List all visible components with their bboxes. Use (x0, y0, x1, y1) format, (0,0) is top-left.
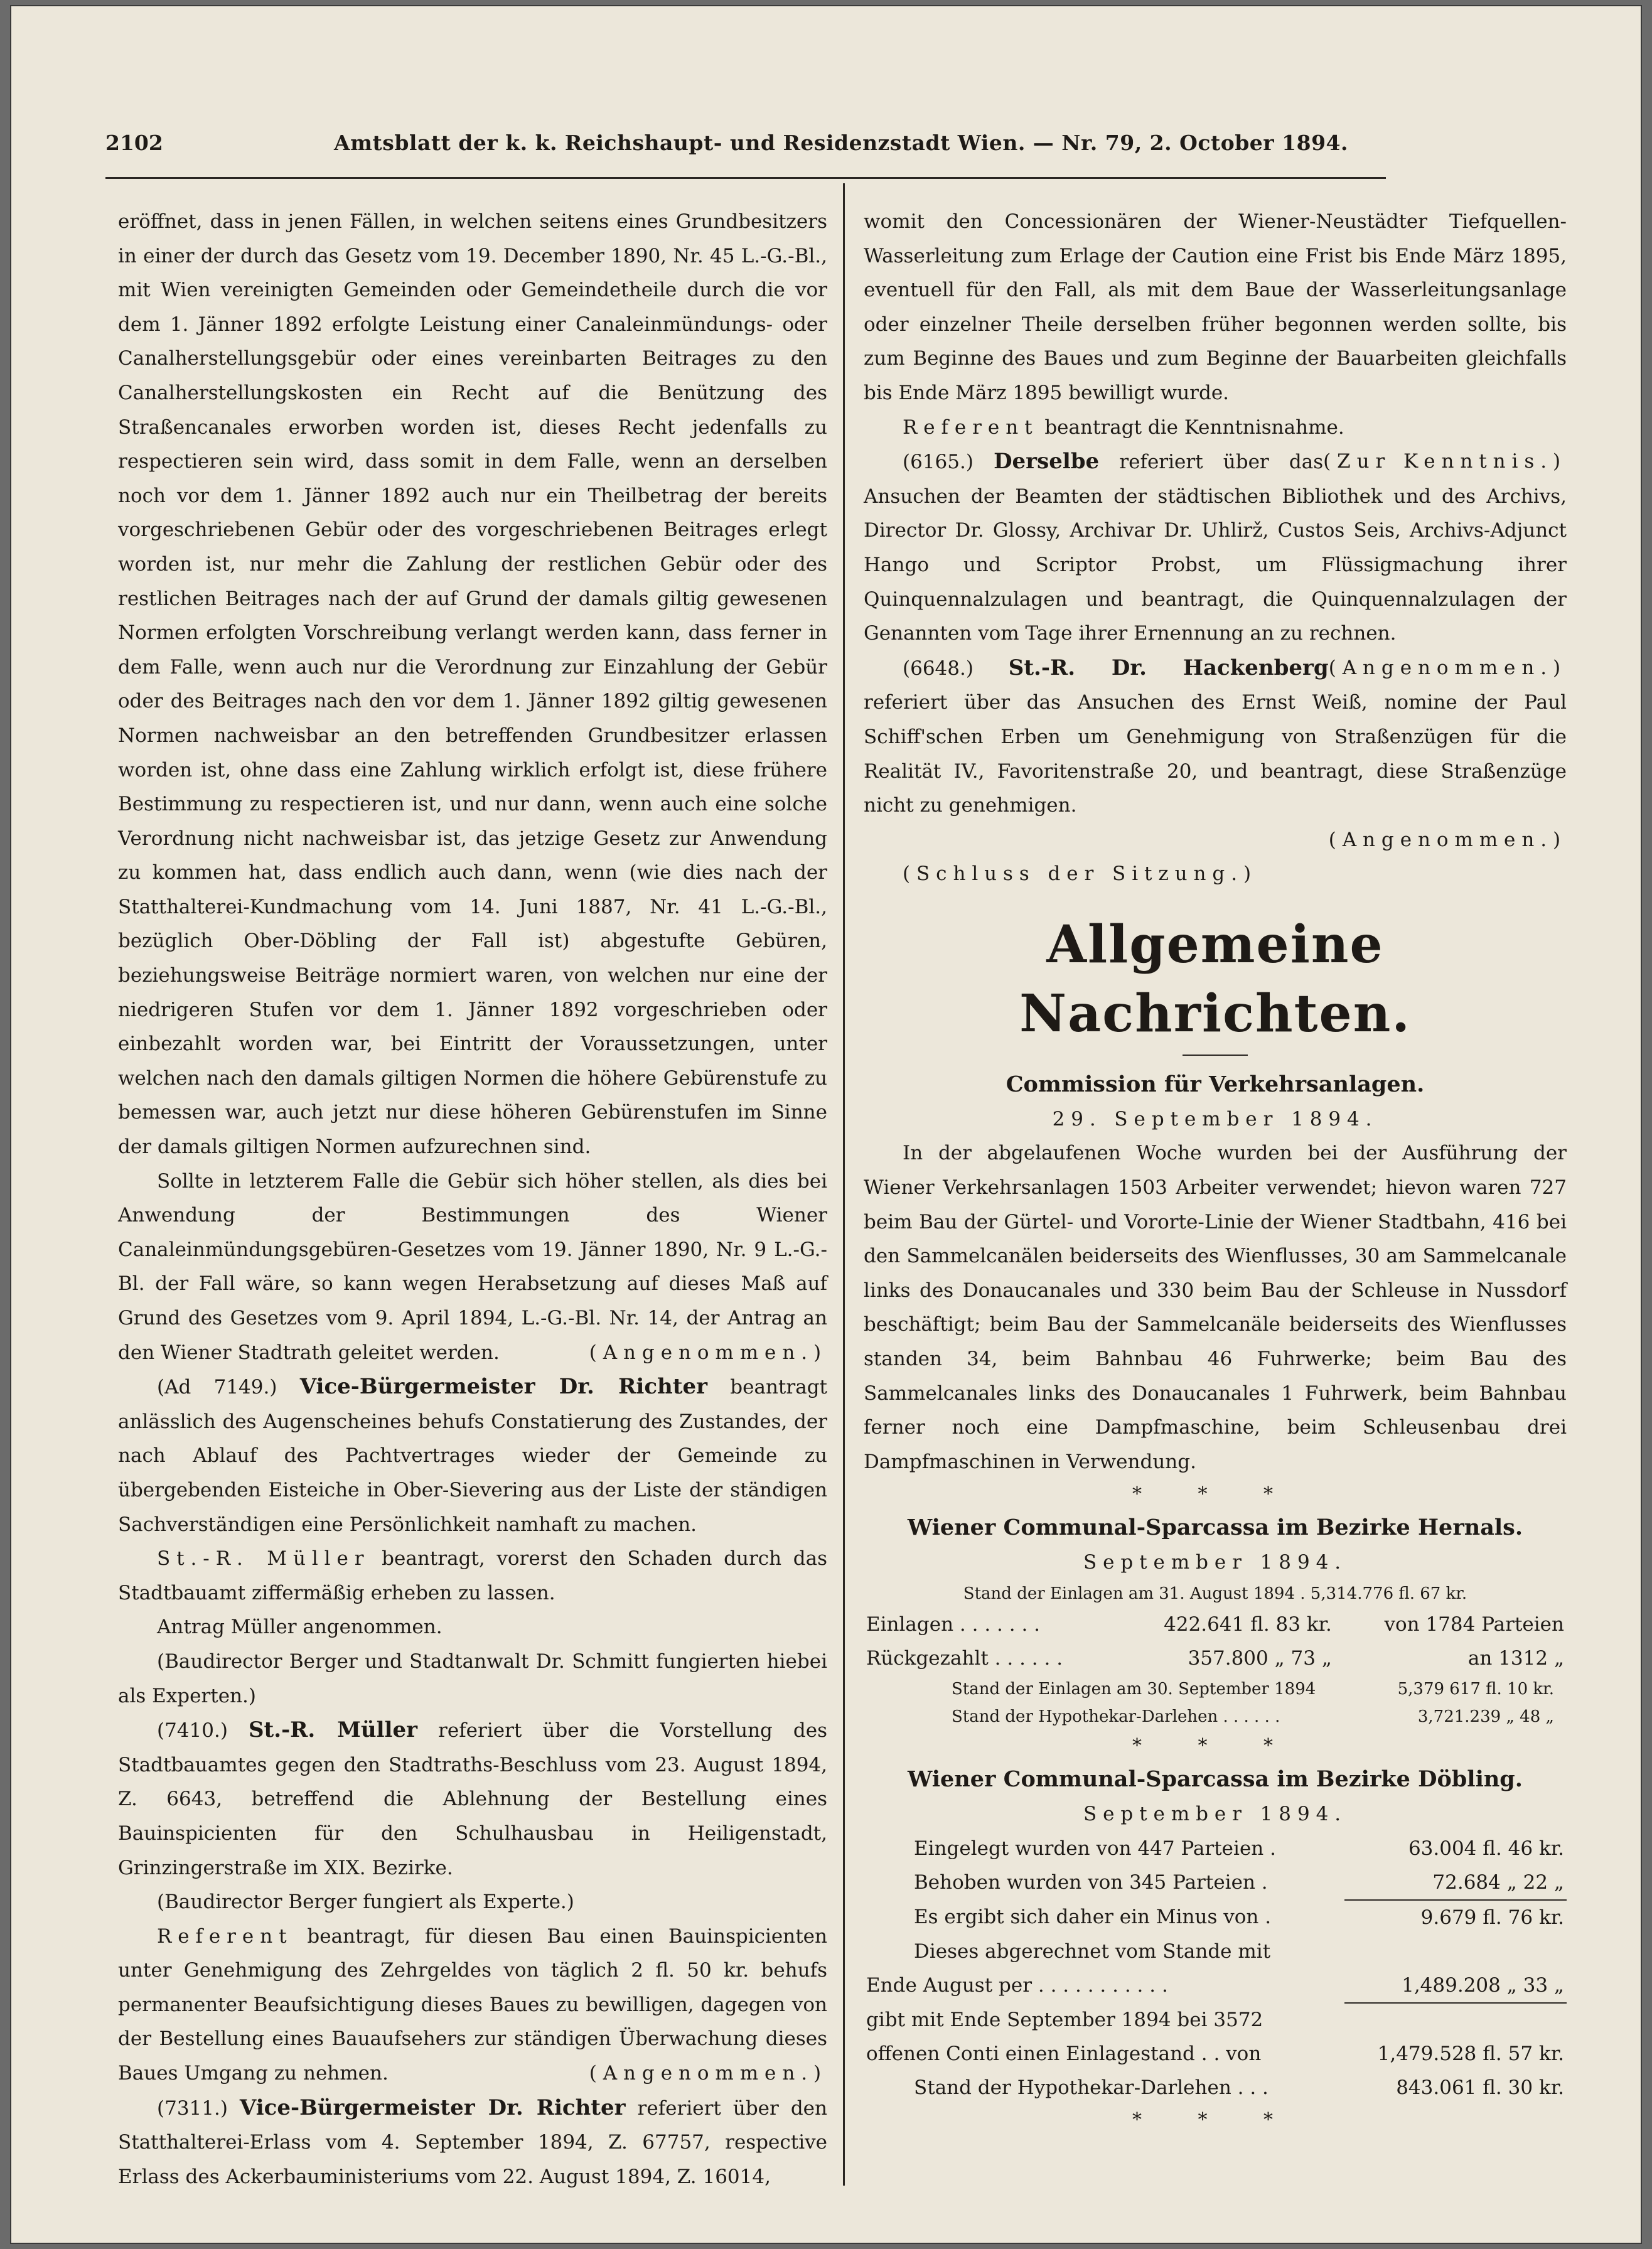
row-label: Einlagen . . . . . . . (866, 1613, 1041, 1636)
subsection-date: September 1894. (1083, 1803, 1348, 1825)
speaker-name: St.-R. Müller (157, 1547, 370, 1570)
paragraph-text: beantragt, für diesen Bau einen Bauinspicienten unter Genehmigung des Zehrgeldes von täglich 2 fl. 50 kr. behufs permanenter Beaufsichtigung dieses Baues zu bewilligen, dagegen von der Bestellung eines Bauaufsehers zur ständigen Überwachung dieses Baues Umgang zu nehmen. (118, 1924, 827, 2085)
running-title: Amtsblatt der k. k. Reichshaupt- und Residenzstadt Wien. — Nr. 79, 2. October 1894. (333, 131, 1348, 155)
paragraph-text: referiert über das Ansuchen der Beamten der städtischen Bibliothek und des Archivs, Director Dr. Glossy, Archivar Dr. Uhlirž, Custos Seis, Archivs-Adjunct Hango und Scriptor Probst, um Flüssigmachung ihrer Quinquennalzulagen und beantragt, die Quinquennalzulagen der Genannten vom Tage ihrer Ernennung an zu rechnen. (864, 451, 1567, 645)
row-label: Eingelegt wurden von 447 Parteien . (914, 1837, 1276, 1860)
paragraph-text: referiert über das Ansuchen des Ernst Weiß, nomine der Paul Schiff'schen Erben um Genehmigung von Straßenzügen für die Realität IV., Favoritenstraße 20, und beantragt, diese Straßenzüge nicht zu genehmigen. (864, 691, 1567, 817)
row-label: Stand der Einlagen am 30. September 1894 (952, 1680, 1316, 1699)
balance-row (864, 1703, 1567, 1731)
row-label: Stand der Hypothekar-Darlehen . . . . . . (952, 1707, 1280, 1726)
table-row (864, 2037, 1567, 2071)
stars-separator: * * * (1132, 2108, 1299, 2131)
decision-mark: (Angenommen.) (1328, 656, 1567, 679)
table-row (864, 2003, 1567, 2037)
column-divider (843, 183, 845, 2186)
page-number: 2102 (105, 131, 163, 155)
paragraph-text: beantragt anlässlich des Augenscheines behufs Constatierung des Zustandes, der nach Ablauf des Pachtvertrages wieder der Gemeinde zu übergebenden Eisteiche in Ober-Sievering aus der Liste der ständigen Sachverständigen eine Persönlichkeit namhaft zu machen. (118, 1376, 827, 1536)
subsection-date: September 1894. (1083, 1551, 1348, 1574)
row-label: Dieses abgerechnet vom Stande mit (914, 1940, 1271, 1963)
title-rule (1183, 1055, 1248, 1056)
table-row (864, 1641, 1567, 1675)
subsection-title: Wiener Communal-Sparcassa im Bezirke Hernals. (907, 1515, 1523, 1541)
speaker-name: Vice-Bürgermeister Dr. Richter (299, 1374, 707, 1400)
page-header (105, 126, 1348, 169)
row-value: 843.061 fl. 30 kr. (1396, 2076, 1564, 2099)
decision-mark: (Zur Kenntnis.) (1323, 450, 1567, 473)
row-label: Behoben wurden von 345 Parteien . (914, 1871, 1268, 1894)
decision-mark: (Angenommen.) (589, 2062, 827, 2085)
row-value: 72.684 „ 22 „ (1344, 1865, 1567, 1900)
reference-number: (Ad 7149.) (157, 1376, 277, 1399)
row-label: Ende August per . . . . . . . . . . . (866, 1974, 1168, 1997)
session-closing: (Schluss der Sitzung.) (903, 862, 1257, 886)
row-label: offenen Conti einen Einlagestand . . von (866, 2042, 1262, 2065)
subsection-title: Wiener Communal-Sparcassa im Bezirke Döbling. (908, 1766, 1523, 1792)
row-value: 422.641 fl. 83 kr. (1164, 1613, 1332, 1636)
paragraph (118, 1542, 827, 1610)
row-value: 63.004 fl. 46 kr. (1408, 1837, 1564, 1860)
balance-row (864, 1675, 1567, 1703)
paragraph: (Baudirector Berger fungiert als Experte.) (157, 1891, 574, 1914)
row-label: Stand der Hypothekar-Darlehen . . . (914, 2076, 1268, 2099)
row-label: Es ergibt sich daher ein Minus von . (914, 1906, 1272, 1929)
paragraph: Antrag Müller angenommen. (157, 1616, 442, 1639)
table-row (864, 1968, 1567, 2003)
right-column (864, 205, 1567, 2136)
table-row (864, 1900, 1567, 1935)
speaker-name: Vice-Bürgermeister Dr. Richter (239, 2095, 626, 2120)
paragraph: In der abgelaufenen Woche wurden bei der Ausführung der Wiener Verkehrsanlagen 1503 Arbeiter verwendet; hievon waren 727 beim Bau der Gürtel- und Vororte-Linie der Wiener Stadtbahn, 416 bei den Sammelcanälen beiderseits des Wienflusses, 30 am Sammelcanale links des Donaucanales und 330 beim Bau der Schleuse in Nussdorf beschäftigt; beim Bau der Sammelcanäle beiderseits des Wienflusses standen 34, beim Bahnbau 46 Fuhrwerke; beim Bau des Sammelcanales links des Donaucanales 1 Fuhrwerk, beim Bahnbau ferner noch eine Dampfmaschine, beim Schleusenbau drei Dampfmaschinen in Verwendung. (864, 1142, 1567, 1473)
subsection-title: Commission für Verkehrsanlagen. (1006, 1071, 1425, 1097)
newspaper-page (11, 6, 1641, 2243)
stars-separator: * * * (1132, 1735, 1299, 1757)
paragraph-text: referiert über den Statthalterei-Erlass vom 4. September 1894, Z. 67757, respective Erlass des Ackerbauministeriums vom 22. August 1894, Z. 16014, (118, 2096, 827, 2188)
doebling-table (864, 1832, 1567, 2105)
row-label: gibt mit Ende September 1894 bei 3572 (866, 2008, 1263, 2031)
paragraph-text: beantragt die Kenntnisnahme. (1044, 416, 1344, 439)
paragraph (118, 2091, 827, 2194)
speaker-name: Referent (903, 416, 1039, 439)
reference-number: (7410.) (157, 1719, 228, 1742)
paragraph (118, 1164, 827, 1370)
left-column (118, 205, 827, 2194)
reference-number: (6165.) (903, 451, 973, 474)
decision-mark: (Angenommen.) (589, 1341, 827, 1364)
table-row (864, 1608, 1567, 1641)
speaker-name: Derselbe (994, 449, 1100, 475)
table-row (864, 1865, 1567, 1900)
paragraph: (Baudirector Berger und Stadtanwalt Dr. Schmitt fungierten hiebei als Experten.) (118, 1650, 827, 1707)
table-row (864, 2071, 1567, 2105)
reference-number: (7311.) (157, 2096, 228, 2120)
paragraph: womit den Concessionären der Wiener-Neustädter Tiefquellen-Wasserleitung zum Erlage der Caution eine Frist bis Ende März 1895, eventuell für den Fall, als mit dem Baue der Wasserleitungsanlage oder einzelner Theile derselben früher begonnen werden sollte, bis zum Beginne des Baues und zum Beginne der Bauarbeiten gleichfalls bis Ende März 1895 bewilligt wurde. (864, 210, 1567, 404)
paragraph (118, 1919, 827, 2091)
subsection-date: 29. September 1894. (1052, 1107, 1378, 1130)
speaker-name: St.-R. Dr. Hackenberg (1008, 655, 1329, 680)
row-label: Rückgezahlt . . . . . . (866, 1647, 1063, 1670)
section-title: Allgemeine Nachrichten. (1019, 914, 1411, 1044)
reference-number: (6648.) (903, 657, 973, 680)
row-value: 3,721.239 „ 48 „ (1417, 1707, 1554, 1726)
row-value: 1,489.208 „ 33 „ (1344, 1968, 1567, 2003)
paragraph-text: beantragt, vorerst den Schaden durch das Stadtbauamt ziffermäßig erheben zu lassen. (118, 1547, 827, 1604)
paragraph-text: Sollte in letzterem Falle die Gebür sich höher stellen, als dies bei Anwendung der Bestimmungen des Wiener Canaleinmündungsgebüren-Gesetzes vom 19. Jänner 1890, Nr. 9 L.-G.-Bl. der Fall wäre, so kann wegen Herabsetzung auf dieses Maß auf Grund des Gesetzes vom 9. April 1894, L.-G.-Bl. Nr. 14, der Antrag an den Wiener Stadtrath geleitet werden. (118, 1169, 827, 1364)
header-rule (105, 177, 1386, 179)
paragraph (118, 1713, 827, 1885)
speaker-name: Referent (157, 1924, 293, 1948)
stars-separator: * * * (1132, 1483, 1299, 1506)
row-value: 9.679 fl. 76 kr. (1420, 1906, 1564, 1929)
row-value (1344, 1935, 1567, 1968)
paragraph: eröffnet, dass in jenen Fällen, in welchen seitens eines Grundbesitzers in einer der durch das Gesetz vom 19. December 1890, Nr. 45 L.-G.-Bl., mit Wien vereinigten Gemeinden oder Gemeindetheile durch die vor dem 1. Jänner 1892 erfolgte Leistung einer Canaleinmündungs- oder Canalherstellungsgebür oder eines vereinbarten Beitrages zu den Canalherstellungskosten ein Recht auf die Benützung des Straßencanales erworben worden ist, dieses Recht jedenfalls zu respectieren sein wird, dass somit in dem Falle, wenn an derselben noch vor dem 1. Jänner 1892 auch nur ein Theilbetrag der bereits vorgeschriebenen Gebür oder des vorgeschriebenen Beitrages erlegt worden ist, nur mehr die Zahlung der restlichen Gebür oder des restlichen Beitrages nach der auf Grund der damals giltig gewesenen Normen erfolgten Vorschreibung verlangt werden kann, dass ferner in dem Falle, wenn auch nur die Verordnung zur Einzahlung der Gebür oder des Beitrages nach den vor dem 1. Jänner 1892 giltig gewesenen Normen nachweisbar an den betreffenden Grundbesitzer erlassen worden ist, ohne dass eine Zahlung wirklich erfolgt ist, diese frühere Bestimmung zu respectieren ist, und nur dann, wenn auch eine solche Verordnung nicht nachweisbar ist, das jetzige Gesetz zur Anwendung zu kommen hat, dass endlich auch dann, wenn (wie dies nach der Statthalterei-Kundmachung vom 14. Juni 1887, Nr. 41 L.-G.-Bl., bezüglich Ober-Döbling der Fall ist) abgestufte Gebüren, beziehungsweise Beiträge normiert waren, von welchen nur eine der niedrigeren Stufen vor dem 1. Jänner 1892 vorgeschrieben oder einbezahlt worden war, bei Eintritt der Voraussetzungen, unter welchen nach den damals giltigen Normen die höhere Gebürenstufe zu bemessen war, auch jetzt nur diese höheren Gebürenstufen im Sinne der damals giltigen Normen aufzurechnen sind. (118, 210, 827, 1159)
row-value: 357.800 „ 73 „ (1188, 1647, 1332, 1670)
row-value: 5,379 617 fl. 10 kr. (1397, 1680, 1554, 1699)
table-row (864, 1935, 1567, 1968)
table-row (864, 1832, 1567, 1865)
row-value (1344, 2003, 1567, 2037)
decision-mark: (Angenommen.) (1328, 828, 1567, 851)
row-note: von 1784 Parteien (1384, 1613, 1564, 1636)
balance-line: Stand der Einlagen am 31. August 1894 . 5,314.776 fl. 67 kr. (963, 1584, 1467, 1603)
hernals-table (864, 1608, 1567, 1675)
row-note: an 1312 „ (1467, 1647, 1564, 1670)
speaker-name: St.-R. Müller (248, 1717, 418, 1743)
paragraph (118, 1370, 827, 1542)
paragraph-text: referiert über die Vorstellung des Stadtbauamtes gegen den Stadtraths-Beschluss vom 23. August 1894, Z. 6643, betreffend die Ablehnung der Bestellung eines Bauinspicienten für den Schulhausbau in Heiligenstadt, Grinzingerstraße im XIX. Bezirke. (118, 1719, 827, 1879)
row-value: 1,479.528 fl. 57 kr. (1377, 2042, 1564, 2065)
